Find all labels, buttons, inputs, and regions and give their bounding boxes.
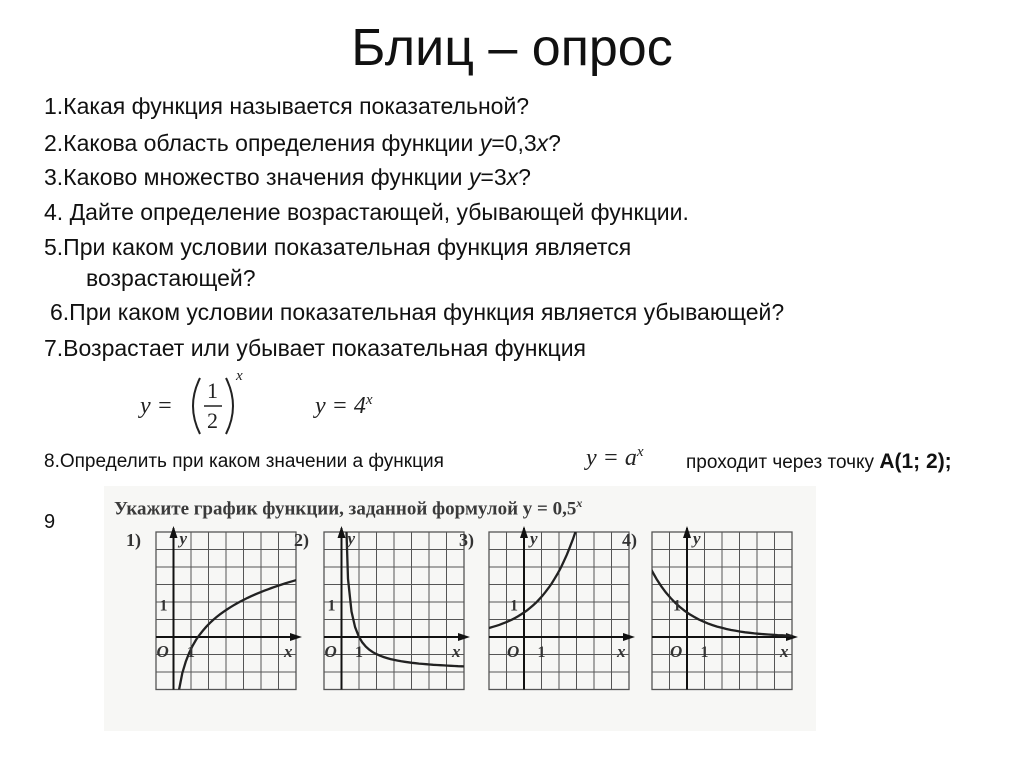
q3-var: x xyxy=(506,164,519,190)
x-unit-label: 1 xyxy=(700,644,709,661)
origin-label: O xyxy=(324,642,337,661)
y-unit-label: 1 xyxy=(673,597,681,615)
formula-1-lhs: y = xyxy=(140,393,173,419)
question-5-line-2: возрастающей? xyxy=(86,265,256,291)
x-axis-label: x xyxy=(780,642,789,661)
graph-curve xyxy=(638,539,816,637)
y-axis-label: y xyxy=(530,529,538,548)
q3-end: ? xyxy=(518,164,531,190)
q2-end: ? xyxy=(548,130,561,156)
question-2 xyxy=(44,129,561,157)
graph-number: 3) xyxy=(459,530,474,550)
graph-number: 1) xyxy=(126,530,141,550)
origin-label: O xyxy=(670,642,683,661)
origin-label: O xyxy=(156,642,169,661)
task-9-image xyxy=(104,486,816,731)
q2-text: 2.Какова область определения функции xyxy=(44,130,480,156)
q8-tail-text: проходит через точку xyxy=(686,452,880,473)
question-1: 1.Какая функция называется показательной? xyxy=(44,93,530,119)
formula-1-denominator: 2 xyxy=(207,408,218,433)
right-paren xyxy=(226,378,233,434)
origin-label: O xyxy=(507,642,520,661)
q8-text: 8.Определить при каком значении а функция xyxy=(44,451,444,472)
formula-four-power-x xyxy=(315,392,373,420)
formula-2-exponent: x xyxy=(365,392,373,408)
formula-3-body: y = a xyxy=(586,445,637,471)
x-unit-label: 1 xyxy=(355,644,363,661)
x-axis-label: x xyxy=(284,642,293,661)
x-unit-label: 1 xyxy=(187,644,195,661)
question-7: 7.Возрастает или убывает показательная функция xyxy=(44,335,587,361)
question-4: 4. Дайте определение возрастающей, убывающей функции. xyxy=(44,199,689,225)
question-8-tail xyxy=(686,448,952,477)
page-title: Блиц – опрос xyxy=(351,19,673,77)
task-9-prompt-text: Укажите график функции, заданной формулой y = 0,5 xyxy=(114,498,577,520)
q8-point: А(1; 2); xyxy=(879,450,952,473)
graph-curve xyxy=(475,486,598,631)
question-6: 6.При каком условии показательная функция является убывающей? xyxy=(50,299,785,325)
y-axis-label: y xyxy=(179,529,188,548)
y-unit-label: 1 xyxy=(159,597,168,615)
question-3 xyxy=(44,163,531,191)
question-8 xyxy=(44,448,444,476)
graph-number: 4) xyxy=(622,530,637,550)
q3-text: 3.Каково множество значения функции xyxy=(44,164,469,190)
x-axis-label: x xyxy=(452,642,461,661)
task-9-prompt-exponent: x xyxy=(576,496,583,510)
formula-half-power-x xyxy=(138,366,258,446)
y-axis-label: y xyxy=(347,529,356,548)
task-9-graphs xyxy=(104,486,816,731)
formula-3-exponent: x xyxy=(636,444,644,460)
left-paren xyxy=(193,378,200,434)
y-axis-label: y xyxy=(693,529,701,548)
question-5-line-1: 5.При каком условии показательная функция является xyxy=(44,234,632,260)
formula-1-exponent: x xyxy=(236,368,243,384)
formula-2-body: y = 4 xyxy=(315,393,366,419)
question-9-number: 9 xyxy=(44,511,56,533)
q2-func: y xyxy=(479,130,492,156)
q3-func: y xyxy=(468,164,481,190)
q2-mid: =0,3 xyxy=(491,130,537,156)
y-unit-label: 1 xyxy=(510,597,518,615)
graph-curve xyxy=(344,486,486,667)
q2-var: x xyxy=(536,130,549,156)
formula-1-numerator: 1 xyxy=(207,378,218,403)
x-unit-label: 1 xyxy=(537,644,546,661)
formula-a-power-x xyxy=(586,444,644,472)
graph-number: 2) xyxy=(294,530,309,550)
y-unit-label: 1 xyxy=(327,597,336,615)
x-axis-label: x xyxy=(617,642,626,661)
q3-mid: =3 xyxy=(480,164,507,190)
